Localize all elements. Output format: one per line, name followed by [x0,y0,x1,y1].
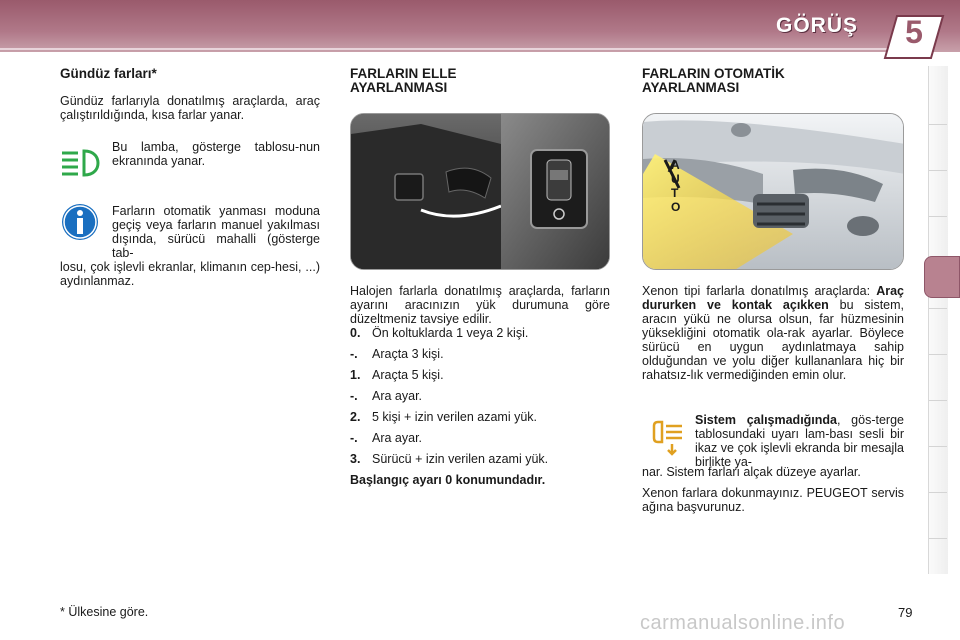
left-column [60,67,320,128]
right-heading [642,67,904,95]
manual-intro: Halojen farlarla donatılmış araçlarda, farların ayarını aracınızın yük durumuna göre düzeltmeniz tavsiye edilir. [350,284,610,326]
chapter-title: GÖRÜŞ [775,14,858,37]
section-title-daytime-lights: Gündüz farları* [60,66,157,81]
auto-paragraph: Xenon tipi farlarla donatılmış araçlarda: Araç dururken ve kontak açıkken bu sistem, aracın yükü ne olursa olsun, far hüzmesinin yüksekliğini otomatik ola-rak ayarlar. Böylece sürücü en uygun aydınlatmaya sahip olduğundan ve yolu diğer kullananlara hiç bir rahatsız-lık vermediğinden emin olur. [642,284,904,382]
middle-heading [350,67,610,95]
info-icon [60,202,100,242]
section-title-auto-line2: AYARLANMASI [642,80,740,95]
auto-condition-bold: Araç dururken ve kontak açıkken [642,284,904,312]
list-item: 1. Araçta 5 kişi. [350,368,444,382]
initial-setting-note: Başlangıç ayarı 0 konumundadır. [350,473,546,487]
lamp-note: Bu lamba, gösterge tablosu-nun ekranında yanar. [112,140,320,168]
list-item: 2. 5 kişi + izin verilen azami yük. [350,410,537,424]
system-failure-rest: nar. Sistem farları alçak düzeye ayarlar. [642,465,861,479]
chapter-tab-active[interactable] [924,256,960,298]
auto-label: AUTO [671,158,681,214]
system-failure-note: Sistem çalışmadığında, gös-terge tablosundaki uyarı lam-bası sesli bir ikaz ve çok işlevli ekranda bir mesajla birlikte ya- [695,413,904,469]
section-title-manual-line1: FARLARIN ELLE [350,66,457,81]
headlamp-adjuster-photo [350,113,610,270]
list-item: -. Ara ayar. [350,389,423,403]
list-item: -. Ara ayar. [350,431,423,445]
footnote: * Ülkesine göre. [60,605,149,619]
daytime-intro: Gündüz farlarıyla donatılmış araçlarda, araç çalıştırıldığında, kısa farlar yanar. [60,94,320,122]
list-item: 3. Sürücü + izin verilen azami yük. [350,452,549,466]
section-title-auto-line1: FARLARIN OTOMATİK [642,66,785,81]
page-number: 79 [898,605,913,620]
xenon-headlamp-photo [642,113,904,270]
info-note-rest: losu, çok işlevli ekranlar, klimanın cep-hesi, ...) aydınlanmaz. [60,260,320,288]
daytime-lamp-icon [58,148,100,178]
list-item: 0. Ön koltuklarda 1 veya 2 kişi. [350,326,529,340]
chapter-number: 5 [905,14,923,50]
load-positions-list [350,326,610,487]
chapter-tab-rail [928,66,948,574]
info-note-inline: Farların otomatik yanması moduna geçiş veya farların manuel yakılması dışında, sürücü mahalli (gösterge tab- [112,204,320,260]
headlamp-warning-icon [650,420,690,456]
watermark-text: carmanualsonline.info [640,612,846,634]
xenon-service-note: Xenon farlara dokunmayınız. PEUGEOT servis ağına başvurunuz. [642,486,904,514]
header-divider [0,48,900,50]
list-item: -. Araçta 3 kişi. [350,347,444,361]
section-title-manual-line2: AYARLANMASI [350,80,448,95]
